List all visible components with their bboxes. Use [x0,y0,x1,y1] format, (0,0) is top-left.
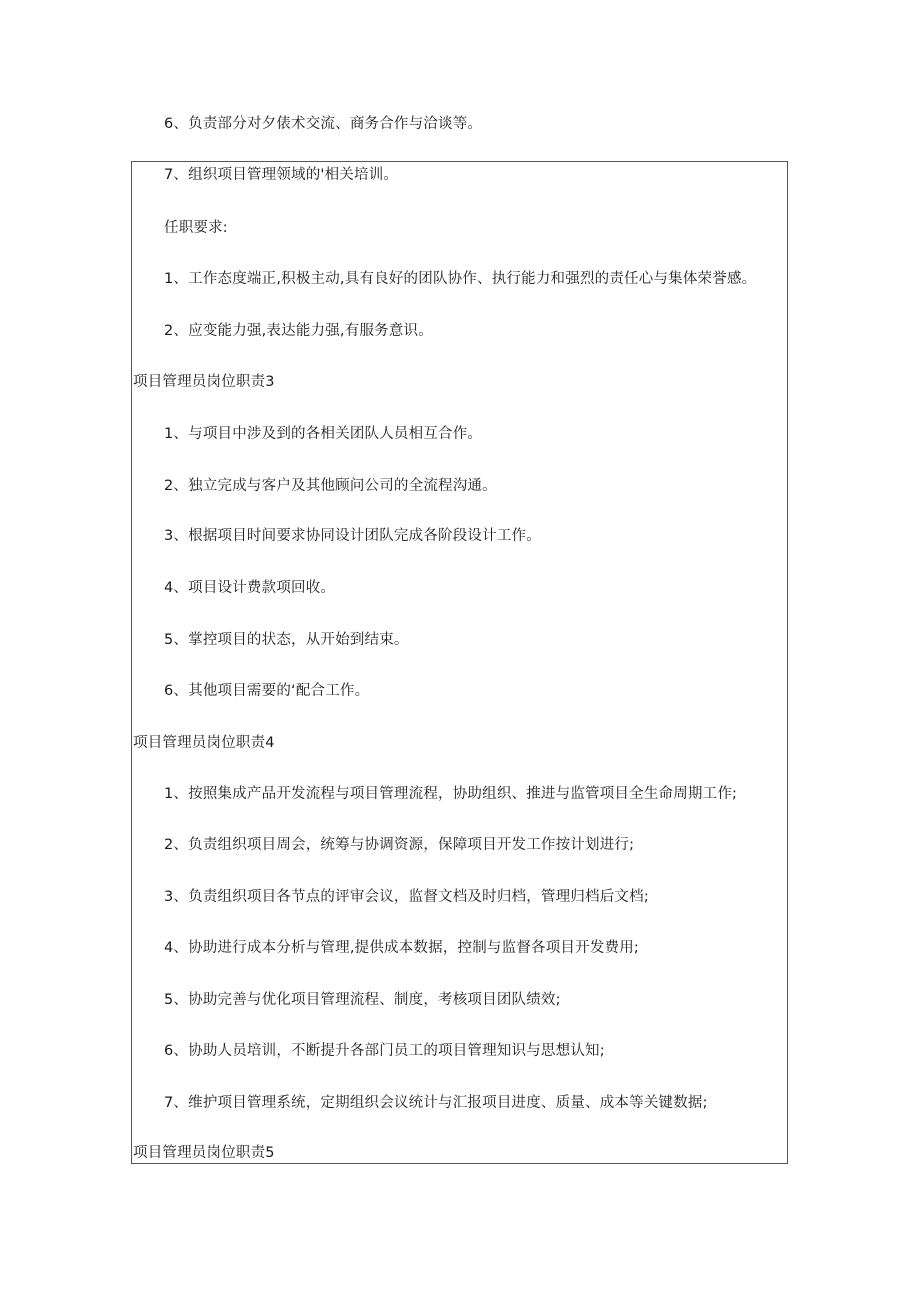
list-item: 4、协助进行成本分析与管理,提供成本数据，控制与监督各项目开发费用; [164,940,640,956]
list-item: 6、协助人员培训，不断提升各部门员工的项目管理知识与思想认知; [164,1043,605,1059]
list-item: 2、负责组织项目周会，统筹与协调资源，保障项目开发工作按计划进行; [164,837,635,853]
list-item: 2、应变能力强,表达能力强,有服务意识。 [164,323,433,339]
list-item: 4、项目设计费款项回收。 [164,580,336,596]
list-item: 5、掌控项目的状态，从开始到结束。 [164,632,409,648]
content-frame [131,161,788,1164]
requirements-label: 任职要求: [164,220,228,236]
section-heading: 项目管理员岗位职责4 [133,735,275,751]
list-item: 1、与项目中涉及到的各相关团队人员相互合作。 [164,426,483,442]
list-item: 6、负责部分对夕俵术交流、商务合作与洽谈等。 [164,116,483,132]
list-item: 1、工作态度端正,积极主动,具有良好的团队协作、执行能力和强烈的责任心与集体荣誉感。 [164,271,757,287]
list-item: 5、协助完善与优化项目管理流程、制度，考核项目团队绩效; [164,992,561,1008]
list-item: 1、按照集成产品开发流程与项目管理流程，协助组织、推进与监管项目全生命周期工作; [164,786,738,802]
list-item: 7、维护项目管理系统，定期组织会议统计与汇报项目进度、质量、成本等关键数据; [164,1095,708,1111]
list-item: 7、组织项目管理领域的'相关培训。 [164,167,399,183]
list-item: 6、其他项目需要的‘配合工作。 [164,683,370,699]
section-heading: 项目管理员岗位职责3 [133,374,275,390]
section-heading: 项目管理员岗位职责5 [133,1145,275,1161]
list-item: 3、负责组织项目各节点的评审会议，监督文档及时归档，管理归档后文档; [164,889,649,905]
list-item: 2、独立完成与客户及其他顾问公司的全流程沟通。 [164,478,497,494]
list-item: 3、根据项目时间要求协同设计团队完成各阶段设计工作。 [164,528,541,544]
